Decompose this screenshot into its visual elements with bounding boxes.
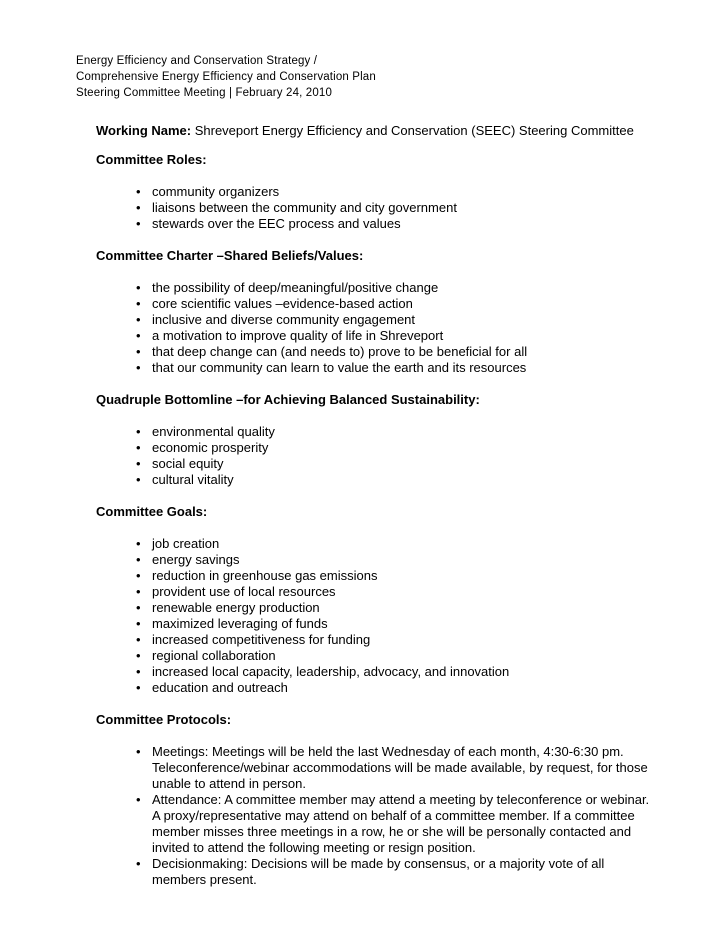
bullet-icon: •: [136, 472, 141, 487]
list-item: [96, 680, 696, 696]
bullet-icon: •: [136, 552, 141, 567]
bullet-icon: •: [136, 744, 141, 759]
list-item: [96, 600, 696, 616]
list-item-text: Meetings: Meetings will be held the last Wednesday of each month, 4:30-6:30 pm. Teleconference/webinar accommodations will be made available, by request, for those unable to attend in person.: [152, 744, 648, 791]
bullet-icon: •: [136, 424, 141, 439]
list-item-text: regional collaboration: [152, 648, 276, 663]
protocols-list: [96, 744, 696, 888]
working-name: [96, 123, 696, 139]
bullet-icon: •: [136, 360, 141, 375]
list-item-text: reduction in greenhouse gas emissions: [152, 568, 378, 583]
bullet-icon: •: [136, 440, 141, 455]
list-item: [96, 792, 656, 856]
bullet-icon: •: [136, 600, 141, 615]
list-item: [96, 296, 696, 312]
list-item-text: social equity: [152, 456, 224, 471]
list-item: [96, 744, 656, 792]
list-item-text: Decisionmaking: Decisions will be made by consensus, or a majority vote of all members present.: [152, 856, 605, 887]
list-item-text: maximized leveraging of funds: [152, 616, 328, 631]
document-body: [96, 123, 696, 888]
list-item: [96, 424, 696, 440]
list-item-text: job creation: [152, 536, 220, 551]
bullet-icon: •: [136, 856, 141, 871]
list-item-text: education and outreach: [152, 680, 288, 695]
list-item: [96, 616, 696, 632]
list-item: [96, 280, 696, 296]
bullet-icon: •: [136, 296, 141, 311]
list-item-text: cultural vitality: [152, 472, 234, 487]
header-title-line-1: Energy Efficiency and Conservation Strategy /: [76, 55, 318, 67]
list-item: [96, 584, 696, 600]
list-item: [96, 184, 696, 200]
list-item-text: inclusive and diverse community engagement: [152, 312, 416, 327]
bullet-icon: •: [136, 680, 141, 695]
list-item-text: provident use of local resources: [152, 584, 336, 599]
list-item-text: renewable energy production: [152, 600, 320, 615]
goals-list: [96, 536, 696, 696]
working-name-value: Shreveport Energy Efficiency and Conservation (SEEC) Steering Committee: [191, 123, 634, 138]
list-item-text: core scientific values –evidence-based action: [152, 296, 413, 311]
bullet-icon: •: [136, 616, 141, 631]
bottomline-heading: Quadruple Bottomline –for Achieving Balanced Sustainability:: [96, 392, 480, 407]
list-item-text: economic prosperity: [152, 440, 269, 455]
list-item-text: increased local capacity, leadership, advocacy, and innovation: [152, 664, 510, 679]
charter-list: [96, 280, 696, 376]
list-item: [96, 360, 696, 376]
bullet-icon: •: [136, 632, 141, 647]
goals-heading: Committee Goals:: [96, 504, 208, 519]
roles-heading: Committee Roles:: [96, 152, 207, 167]
bullet-icon: •: [136, 792, 141, 807]
list-item: [96, 568, 696, 584]
list-item: [96, 648, 696, 664]
bullet-icon: •: [136, 648, 141, 663]
bullet-icon: •: [136, 312, 141, 327]
bullet-icon: •: [136, 344, 141, 359]
list-item: [96, 328, 696, 344]
bullet-icon: •: [136, 536, 141, 551]
list-item: [96, 200, 696, 216]
bullet-icon: •: [136, 328, 141, 343]
bullet-icon: •: [136, 184, 141, 199]
bullet-icon: •: [136, 216, 141, 231]
bullet-icon: •: [136, 280, 141, 295]
bullet-icon: •: [136, 200, 141, 215]
list-item-text: energy savings: [152, 552, 240, 567]
bullet-icon: •: [136, 664, 141, 679]
protocols-heading: Committee Protocols:: [96, 712, 232, 727]
list-item-text: a motivation to improve quality of life in Shreveport: [152, 328, 444, 343]
list-item: [96, 216, 696, 232]
list-item: [96, 856, 656, 888]
list-item-text: Attendance: A committee member may attend a meeting by teleconference or webinar. A proxy/representative may attend on behalf of a committee member. If a committee member misses three meetings in a row, he or she will be personally contacted and invited to attend the following meeting or resign position.: [152, 792, 650, 855]
list-item-text: the possibility of deep/meaningful/positive change: [152, 280, 439, 295]
list-item: [96, 536, 696, 552]
roles-list: [96, 184, 696, 232]
list-item: [96, 632, 696, 648]
list-item: [96, 344, 696, 360]
bullet-icon: •: [136, 584, 141, 599]
list-item-text: that our community can learn to value the earth and its resources: [152, 360, 527, 375]
list-item-text: increased competitiveness for funding: [152, 632, 371, 647]
list-item: [96, 472, 696, 488]
list-item-text: community organizers: [152, 184, 280, 199]
bullet-icon: •: [136, 568, 141, 583]
list-item: [96, 456, 696, 472]
document-header: [76, 53, 376, 101]
list-item: [96, 440, 696, 456]
list-item-text: environmental quality: [152, 424, 275, 439]
header-title-line-2: Comprehensive Energy Efficiency and Conservation Plan: [76, 71, 376, 83]
header-meeting-date: Steering Committee Meeting | February 24, 2010: [76, 87, 332, 99]
list-item-text: stewards over the EEC process and values: [152, 216, 401, 231]
list-item-text: that deep change can (and needs to) prove to be beneficial for all: [152, 344, 528, 359]
list-item-text: liaisons between the community and city government: [152, 200, 457, 215]
working-name-label: Working Name:: [96, 123, 192, 138]
list-item: [96, 664, 696, 680]
charter-heading: Committee Charter –Shared Beliefs/Values:: [96, 248, 364, 263]
bullet-icon: •: [136, 456, 141, 471]
bottomline-list: [96, 424, 696, 488]
list-item: [96, 312, 696, 328]
list-item: [96, 552, 696, 568]
